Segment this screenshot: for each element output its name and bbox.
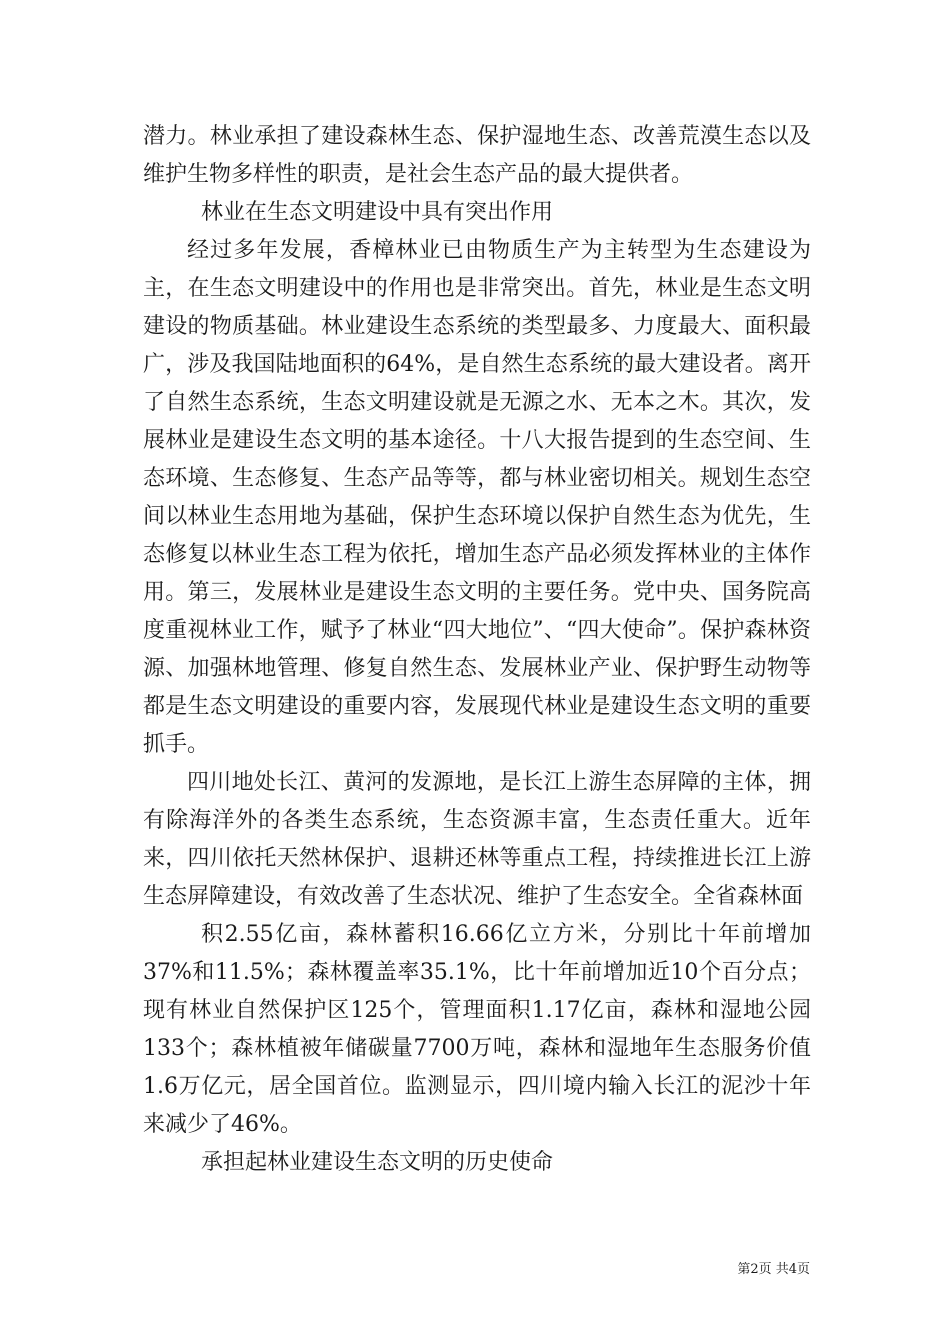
document-body (143, 118, 811, 1182)
section-heading-historic-mission: 承担起林业建设生态文明的历史使命 (201, 1150, 554, 1175)
paragraph-forestry-role: 经过多年发展，香樟林业已由物质生产为主转型为生态建设为主，在生态文明建设中的作用也是非常突出。首先，林业是生态文明建设的物质基础。林业建设生态系统的类型最多、力度最大、面积最广，涉及我国陆地面积的64%，是自然生态系统的最大建设者。离开了自然生态系统，生态文明建设就是无源之水、无本之木。其次，发展林业是建设生态文明的基本途径。十八大报告提到的生态空间、生态环境、生态修复、生态产品等等，都与林业密切相关。规划生态空间以林业生态用地为基础，保护生态环境以保护自然生态为优先，生态修复以林业生态工程为依托，增加生态产品必须发挥林业的主体作用。第三，发展林业是建设生态文明的主要任务。党中央、国务院高度重视林业工作，赋予了林业“四大地位”、“四大使命”。保护森林资源、加强林地管理、修复自然生态、发展林业产业、保护野生动物等都是生态文明建设的重要内容，发展现代林业是建设生态文明的重要抓手。 (143, 238, 811, 757)
section-heading-forestry-role: 林业在生态文明建设中具有突出作用 (201, 200, 554, 225)
paragraph-sichuan-statistics: 积2.55亿亩，森林蓄积16.66亿立方米，分别比十年前增加37%和11.5%；森林覆盖率35.1%，比十年前增加近10个百分点；现有林业自然保护区125个，管理面积1.17亿亩，森林和湿地公园133个；森林植被年储碳量7700万吨，森林和湿地年生态服务价值1.6万亿元，居全国首位。监测显示，四川境内输入长江的泥沙十年来减少了46%。 (143, 922, 811, 1137)
page-number-footer: 第2页 共4页 (737, 1262, 810, 1277)
paragraph-sichuan-ecology: 四川地处长江、黄河的发源地，是长江上游生态屏障的主体，拥有除海洋外的各类生态系统，生态资源丰富，生态责任重大。近年来，四川依托天然林保护、退耕还林等重点工程，持续推进长江上游生态屏障建设，有效改善了生态状况、维护了生态安全。全省森林面 (143, 770, 811, 909)
paragraph-continuation: 潜力。林业承担了建设森林生态、保护湿地生态、改善荒漠生态以及维护生物多样性的职责，是社会生态产品的最大提供者。 (143, 124, 811, 187)
